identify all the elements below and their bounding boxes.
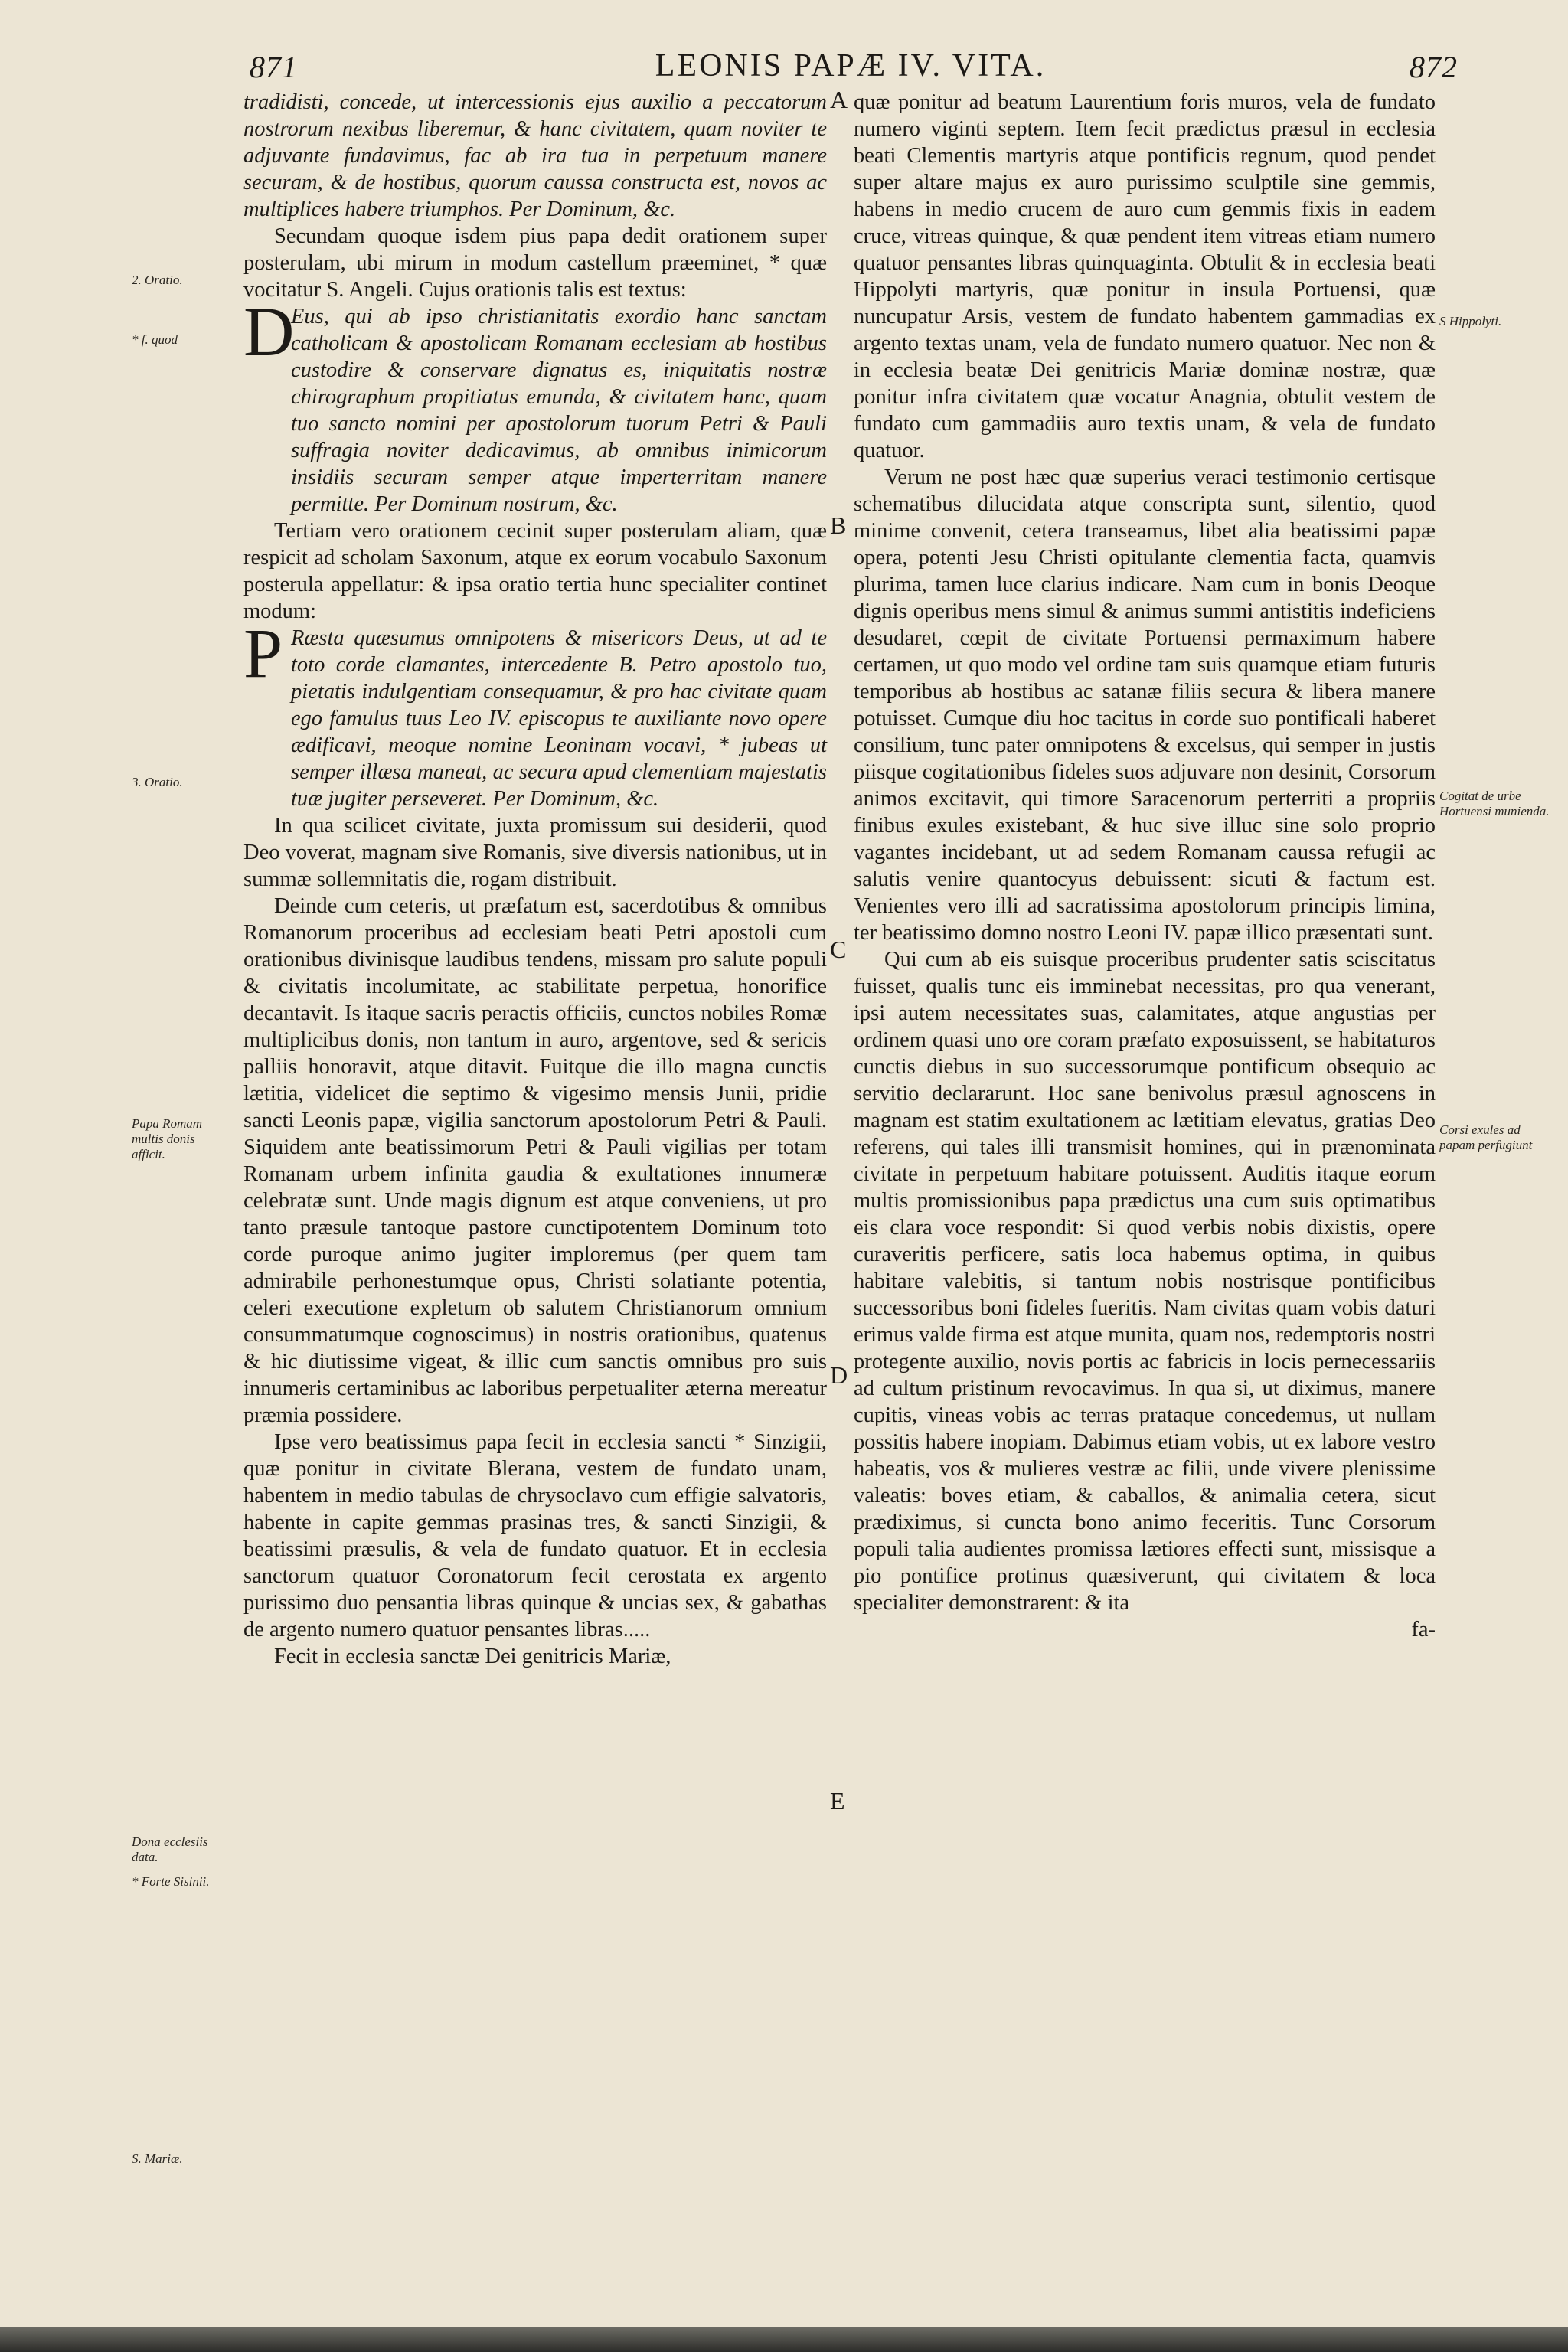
prayer-text <box>243 292 827 518</box>
drop-cap: D <box>243 292 295 371</box>
page-bottom-edge <box>0 2328 1568 2352</box>
margin-note: Cogitat de urbe Hortuensi munienda. <box>1439 789 1550 818</box>
margin-note: * Forte Sisinii. <box>132 1874 210 1889</box>
paragraph: Verum ne post hæc quæ superius veraci testimonio certisque schematibus dilucidata atque conscripta sunt, silentio, quod minime convenit, cetera transeamus, libet alia beatissimi papæ opera, potenti Jesu Christi opitulante clementia facta, quamvis plurima, tamen luce clarius indicare. Nam cum in bonis Deoque dignis operibus mens simul & animus summi antistitis indeficiens desudaret, cœpit de civitate Portuensi permaximum habere certamen, ut quo modo vel ordine tam suis quamque etiam futuris temporibus ab hostibus ac satanæ filiis secura & libera manere potuisset. Cumque diu hoc tacitus in corde suo pontificali haberet consilium, tunc pater omnipotens & excelsus, qui semper in justis piisque cogitationibus fideles suos adjuvare non desinit, Corsorum animos excitavit, qui timore Saracenorum perterriti a propriis finibus exules existebant, & huc sive illuc sine solo proprio vagantes incidebant, ut ad sedem Romanam caussa refugii ac salutis venire quantocyus debuissent: sicuti & factum est. Venientes vero illi ad sacratissima apostolorum principis limina, ter beatissimo domno nostro Leoni IV. papæ illico præsentati sunt. <box>854 466 1436 945</box>
paragraph: Deinde cum ceteris, ut præfatum est, sacerdotibus & omnibus Romanorum proceribus ad ecclesiam beati Petri apostoli cum orationibus divinisque laudibus tendens, missam pro salute populi & civitatis incolumitate, ac stabilitate perpetua, honorifice decantavit. Is itaque sacris peractis officiis, cunctos nobiles Romæ multiplicibus donis, non tantum in auro, argentove, sed & sericis palliis honoravit, atque ditavit. Fuitque die illo magna cunctis lætitia, videlicet die septimo & vigesimo mensis Junii, pridie sancti Leonis papæ, vigilia sanctorum apostolorum Petri & Pauli. Siquidem ante beatissimorum Petri & Pauli vigilias per totam Romanam urbem infinita gaudia & exultationes innumeræ celebratæ sunt. Unde magis dignum est atque conveniens, ut pro tanto præsule tantoque pastore cunctipotentem Dominum toto corde puroque animo jugiter imploremus (per quem tam admirabile perhonestumque opus, Christi solatiante potentia, celeri executione expletum ob salutem Christianorum omnium consummatumque cognoscimus) in nostris orationibus, quatenus & hic diutissime vigeat, & illic cum sanctis omnibus pro suis innumeris certaminibus ac laboribus perpetualiter æterna mereatur præmia possidere. <box>243 894 827 1427</box>
prayer-body: Ræsta quæsumus omnipotens & misericors Deus, ut ad te toto corde clamantes, intercedente B. Petro apostolo tuo, pietatis indulgentiam consequamur, & pro hac civitate quam ego famulus tuus Leo IV. episcopus te auxiliante novo opere ædificavi, meoque nomine Leoninam vocavi, * jubeas ut semper illæsa maneat, ac secura apud clementiam majestatis tuæ jugiter perseveret. Per Dominum, &c. <box>291 626 827 811</box>
left-column <box>243 89 827 1670</box>
paragraph: quæ ponitur ad beatum Laurentium foris muros, vela de fundato numero viginti septem. Item fecit prædictus præsul in ecclesia beati Clementis martyris atque pontificis regnum, quod pendet super altare majus ex auro purissimo sculptile sine gemmis, habens in medio crucem de auro cum gemmis fixis in eadem cruce, vitreas quinque, & quæ pendent item vitreas etiam numero quatuor pensantes libras quinquaginta. Obtulit & in ecclesia beati Hippolyti martyris, quæ ponitur in insula Portuensi, quæ nuncupatur Arsis, vestem de fundato habentem gammadias ex argento textas unam, vela de fundato numero quatuor. Nec non & in ecclesia beatæ Dei genitricis Mariæ dominæ nostræ, quæ ponitur infra civitatem quæ vocatur Anagnia, obtulit vestem de fundato cum gammadiis auro textis unam, & vela de fundato quatuor. <box>854 90 1436 462</box>
margin-note: S. Mariæ. <box>132 2151 183 2166</box>
margin-note: 3. Oratio. <box>132 775 183 789</box>
page-title: LEONIS PAPÆ IV. VITA. <box>655 48 1047 83</box>
paragraph: Secundam quoque isdem pius papa dedit orationem super posterulam, ubi mirum in modum castellum præeminet, * quæ vocitatur S. Angeli. Cujus orationis talis est textus: <box>243 224 827 302</box>
paragraph: In qua scilicet civitate, juxta promissum sui desiderii, quod Deo voverat, magnam sive Romanis, sive diversis nationibus, ut in summæ sollemnitatis die, rogam distribuit. <box>243 814 827 891</box>
drop-cap: P <box>243 614 283 692</box>
section-letter: A <box>830 86 848 113</box>
section-letter: E <box>830 1787 845 1815</box>
prayer-text <box>243 614 827 812</box>
page-number-right: 872 <box>1410 50 1458 84</box>
paragraph: Fecit in ecclesia sanctæ Dei genitricis Mariæ, <box>274 1645 671 1668</box>
page-number-left: 871 <box>250 50 298 84</box>
running-header <box>243 44 1458 92</box>
section-letter: D <box>830 1361 848 1389</box>
prayer-body: Eus, qui ab ipso christianitatis exordio hanc sanctam catholicam & apostolicam Romanam ecclesiam ab hostibus custodire & conservare dignatus es, iniquitatis nostræ chirographum propitiatus emunda, & civitatem hanc, quam tuo sancto nomini per apostolorum tuorum Petri & Pauli suffragia noviter dedicavimus, ab omnibus inimicorum insidiis securam semper atque imperterritam manere permitte. Per Dominum nostrum, &c. <box>291 305 827 516</box>
paragraph: Tertiam vero orationem cecinit super posterulam aliam, quæ respicit ad scholam Saxonum, atque ex eorum vocabulo Saxonum posterula appellatur: & ipsa oratio tertia hunc specialiter continet modum: <box>243 519 827 623</box>
margin-note: Corsi exules ad papam perfugiunt <box>1439 1122 1533 1152</box>
paragraph: Ipse vero beatissimus papa fecit in ecclesia sancti * Sinzigii, quæ ponitur in civitate Blerana, vestem de fundato unam, habentem in medio tabulas de chrysoclavo cum effigie salvatoris, habente in capite gemmas prasinas tres, & sancti Sinzigii, & beatissimi præsulis, & vela de fundato quatuor. Et in ecclesia sanctorum quatuor Coronatorum fecit cerostata ex argento purissimo duo pensantia libras quinque & uncias sex, & gabathas de argento numero quatuor pensantes libras..... <box>243 1430 827 1642</box>
margin-note: * f. quod <box>132 332 178 347</box>
right-column <box>854 89 1436 1643</box>
margin-note: S Hippolyti. <box>1439 314 1502 328</box>
margin-note: Dona ecclesiis data. <box>132 1834 208 1864</box>
catchword: fa- <box>1411 1618 1436 1642</box>
section-letter: C <box>830 936 847 963</box>
paragraph: tradidisti, concede, ut intercessionis ejus auxilio a peccatorum nostrorum nexibus liberemur, & hanc civitatem, quam noviter te adjuvante fundavimus, fac ab ira tua in perpetuum manere securam, & de hostibus, quorum caussa constructa est, novos ac multiplices habere triumphos. Per Dominum, &c. <box>243 90 827 221</box>
margin-note: 2. Oratio. <box>132 273 183 287</box>
margin-note: Papa Romam multis donis afficit. <box>132 1116 203 1161</box>
paragraph: Qui cum ab eis suisque proceribus prudenter satis sciscitatus fuisset, qualis tunc eis imminebat necessitas, pro qua venerant, ipsi autem necessitates suas, calamitates, atque angustias per ordinem quasi uno ore coram præfato exposuissent, se habitaturos cunctis diebus in suo successorumque pontificum obsequio ac servitio declararunt. Hoc sane benivolus præsul agnoscens in magnam est statim exultationem ac lætitiam elevatus, gratias Deo referens, qui tales illi transmisit homines, qui in prænominata civitate in perpetuum habitare potuissent. Auditis itaque eorum multis promissionibus papa prædictus una cum suis optimatibus eis clara voce respondit: Si quod verbis nobis dixistis, opere curaveritis perficere, satis loca habemus optima, in quibus habitare valebitis, si tantum nobis nostrisque pontificibus successoribus boni fideles fueritis. Nam civitas quam vobis daturi erimus valde firma est atque munita, quam nos, redemptoris nostri protegente auxilio, novis portis ac fabricis in locis pernecessariis ad cultum pristinum revocavimus. In qua si, ut diximus, manere cupitis, vineas vobis ac terras prataque concedemus, ut nullam possitis habere inopiam. Dabimus etiam vobis, ut ex labore vestro habeatis, vos & mulieres vestræ ac filii, unde vivere plenissime valeatis: boves etiam, & caballos, & animalia cetera, sicut prædiximus, si cuncta bono animo feceritis. Tunc Corsorum populi talia audientes promissa lætiores effecti sunt, missisque a pio pontifice protinus quæsiverunt, qui civitatem & loca specialiter demonstrarent: & ita <box>854 948 1436 1615</box>
section-letter: B <box>830 511 847 539</box>
